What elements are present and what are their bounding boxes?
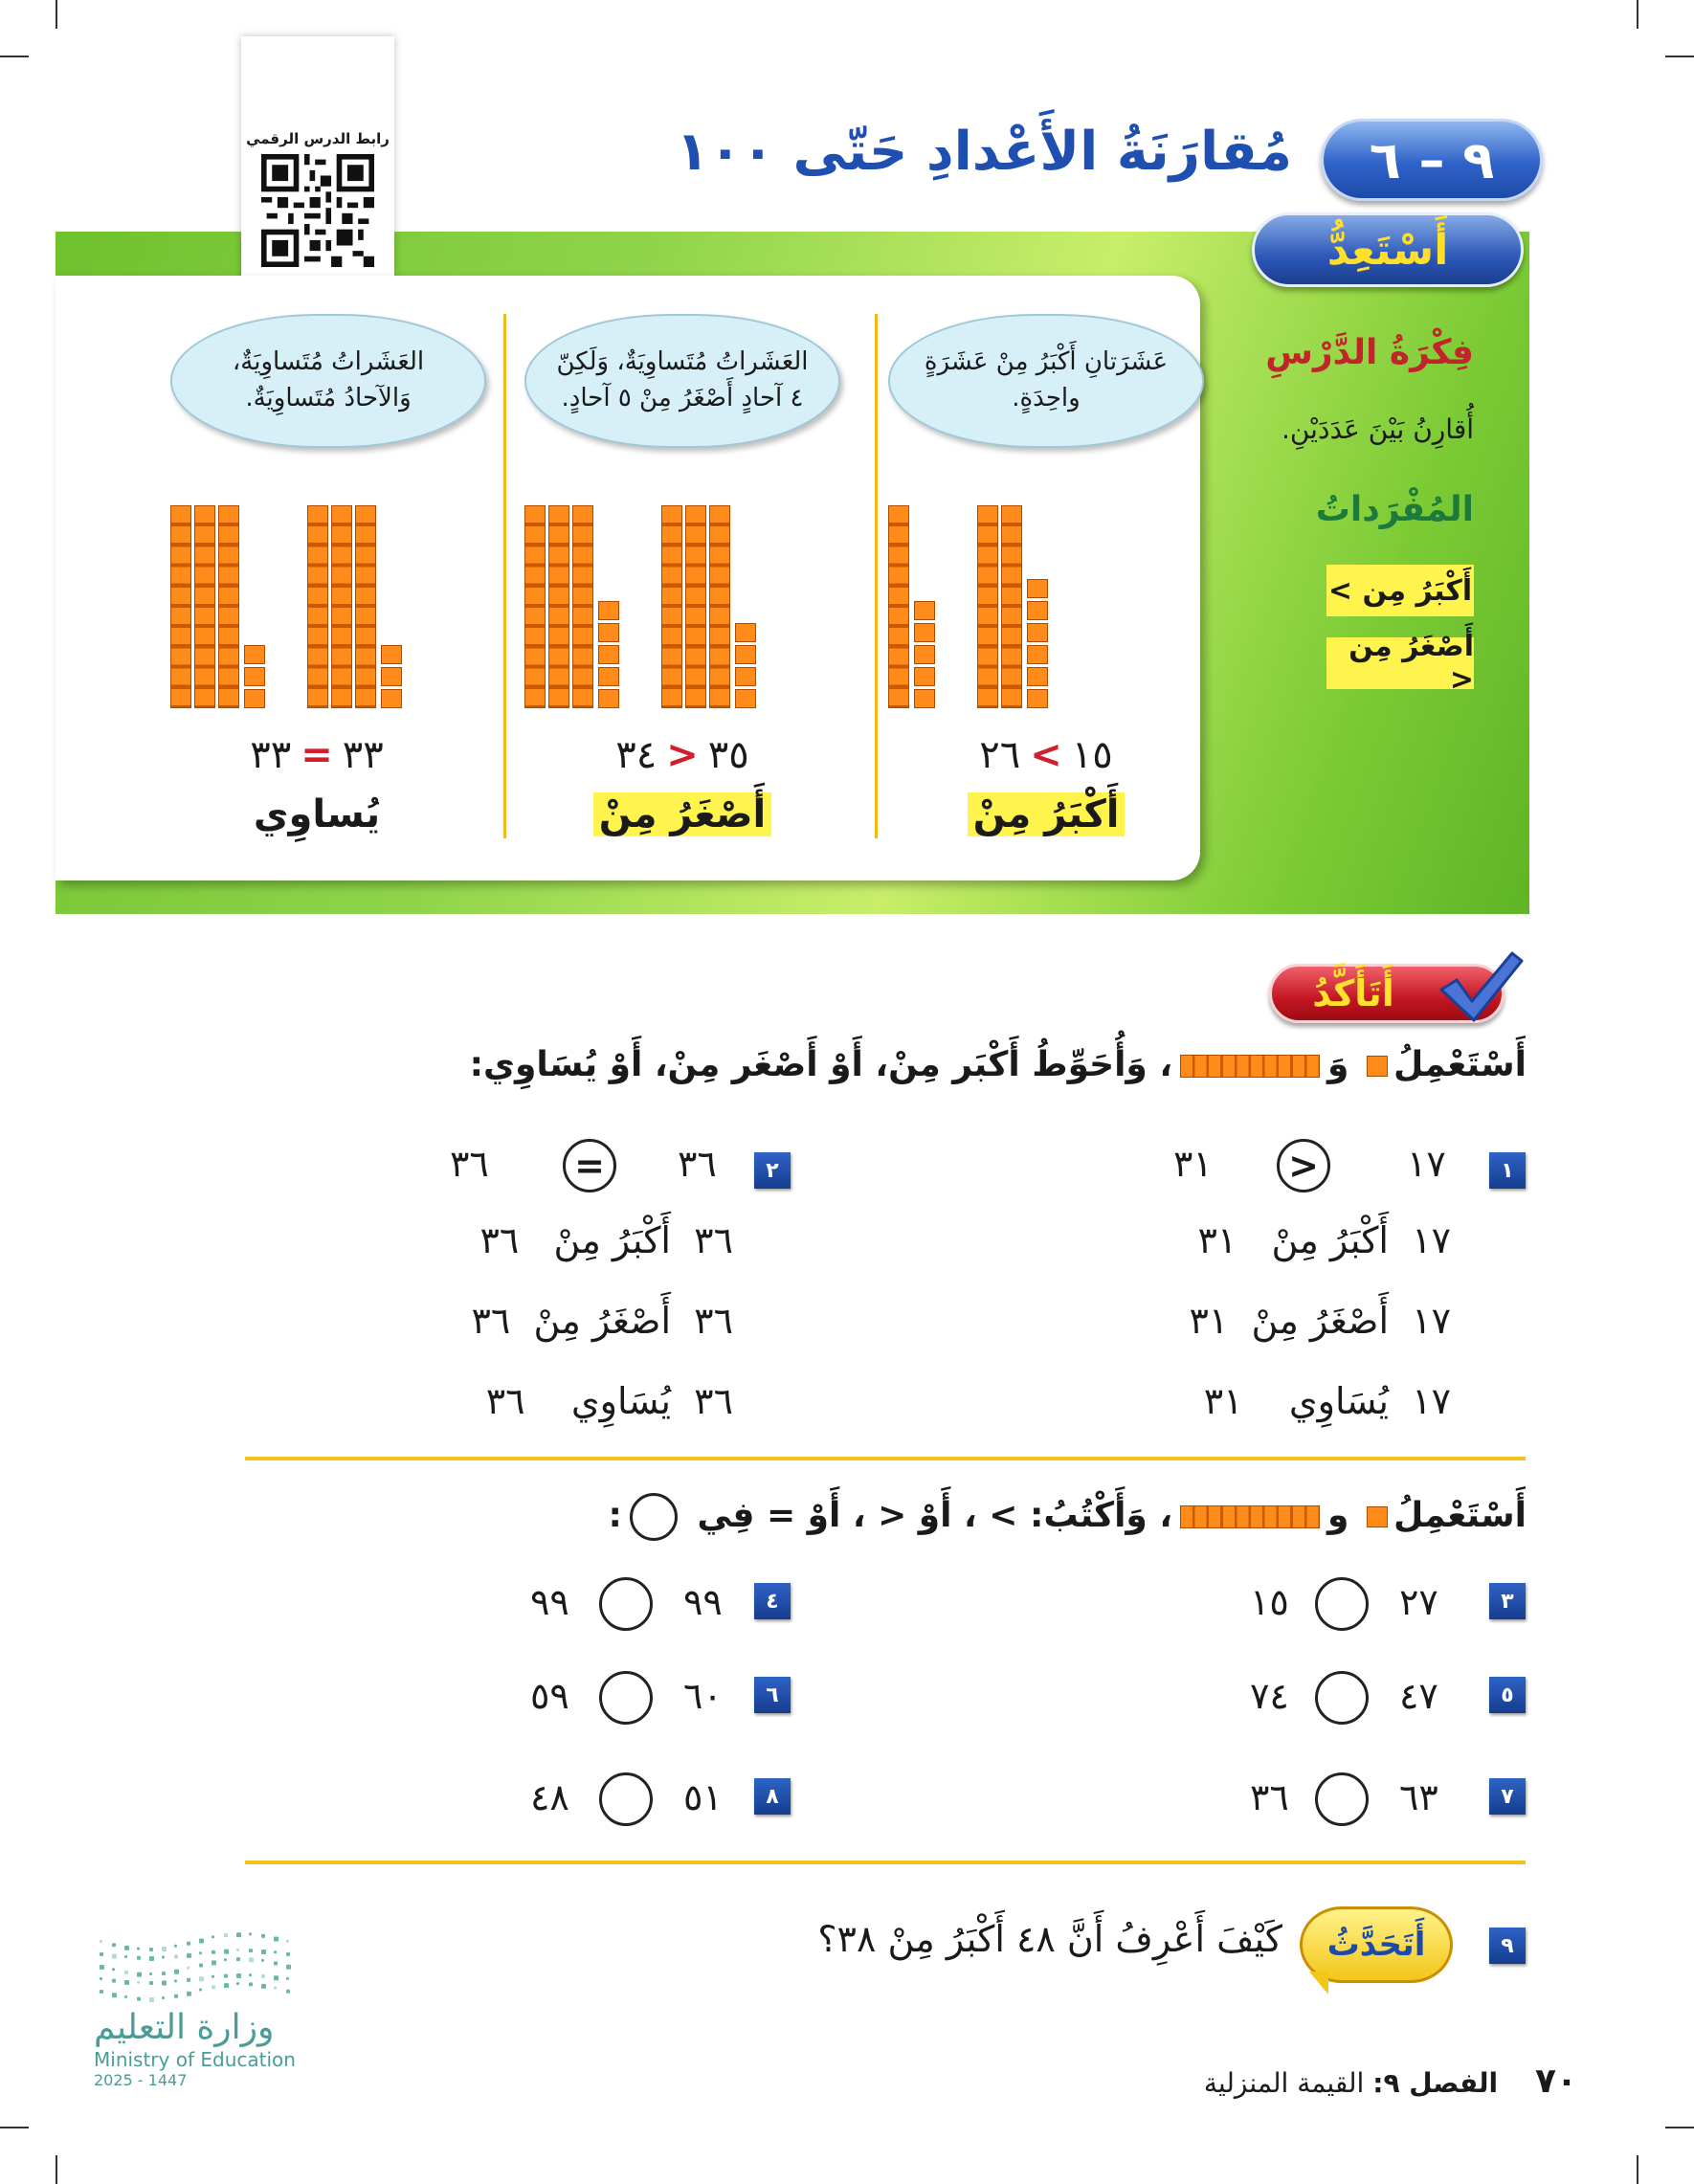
option-text: يُسَاوِي [570, 1380, 671, 1422]
section-badge-check: أَتَأَكَّدُ [1269, 964, 1505, 1023]
unit-cube [735, 623, 756, 642]
tens-rod [307, 505, 328, 708]
compare-right-number: ٣٣ [342, 733, 384, 777]
crop-mark [0, 56, 29, 57]
crop-mark [0, 2127, 29, 2128]
tens-rod [709, 505, 730, 708]
empty-circle-icon [630, 1493, 678, 1541]
crop-mark [1637, 2155, 1638, 2184]
pair-right-number: ٩٩ [530, 1581, 569, 1623]
comparison-word [888, 792, 1204, 836]
vocab-less-than: أَصْغَرُ مِن < [1326, 637, 1474, 689]
unit-cube [598, 667, 619, 686]
unit-cube [914, 645, 935, 664]
option-number: ٣٦ [479, 1219, 520, 1261]
question-number: ٩ [1489, 1928, 1526, 1964]
question-number: ٧ [1489, 1778, 1526, 1815]
unit-cube [1027, 645, 1048, 664]
answer-circle[interactable] [1315, 1671, 1369, 1725]
comparison-word [524, 792, 840, 836]
crop-mark [1637, 0, 1638, 29]
question-number: ٦ [754, 1677, 791, 1713]
answer-circle[interactable] [599, 1772, 653, 1826]
q1-option-equal[interactable] [1173, 1380, 1451, 1422]
column-divider [503, 314, 506, 838]
ministry-year: 2025 - 1447 [94, 2071, 188, 2089]
comparison-expression [888, 733, 1204, 777]
talk-question: كَيْفَ أَعْرِفُ أَنَّ ٤٨ أَكْبَرُ مِنْ ٣٨؟ [817, 1918, 1282, 1960]
question-number: ٤ [754, 1583, 791, 1619]
tens-rod [355, 505, 376, 708]
page-footer [1053, 2061, 1577, 2101]
lesson-idea-title: فِكْرَةُ الدَّرْسِ [1265, 333, 1474, 372]
pair-right-number: ٧٤ [1250, 1675, 1289, 1717]
ministry-name-english: Ministry of Education [94, 2048, 296, 2071]
q1-option-less[interactable] [1173, 1300, 1451, 1342]
instruction-and: و [1327, 1496, 1349, 1535]
instruction-rest: ، وَأَكْتُبُ: > ، أَوْ < ، أَوْ = فِي [697, 1496, 1173, 1535]
unit-cube [598, 689, 619, 708]
crop-mark [56, 0, 57, 29]
option-number: ٣٦ [694, 1219, 733, 1261]
tens-rod [977, 505, 998, 708]
unit-cube [244, 689, 265, 708]
crop-mark [1665, 56, 1694, 57]
option-text: أَصْغَرُ مِنْ [1251, 1300, 1389, 1342]
column-divider [875, 314, 878, 838]
lesson-number-badge: ٩ – ٦ [1321, 119, 1543, 201]
answer-circle[interactable] [1315, 1577, 1369, 1631]
option-number: ٣١ [1203, 1380, 1243, 1422]
q1-right-number: ٣١ [1173, 1143, 1213, 1185]
instruction-line-2 [608, 1493, 1527, 1541]
pair-left-number: ٥١ [683, 1776, 723, 1818]
vocab-greater-than: أَكْبَرُ مِن > [1326, 565, 1474, 616]
q1-left-number: ١٧ [1407, 1143, 1446, 1185]
checkmark-icon [1436, 947, 1524, 1026]
comparison-word [159, 792, 475, 836]
unit-cube [1027, 689, 1048, 708]
tens-rod [331, 505, 352, 708]
question-number: ٢ [754, 1152, 791, 1189]
unit-cube [244, 645, 265, 664]
unit-cube-icon [1367, 1506, 1388, 1527]
unit-cube [381, 645, 402, 664]
base-ten-blocks [170, 505, 486, 708]
section-badge-getting-ready: أَسْتَعِدُّ [1252, 212, 1524, 287]
vocabulary-title: المُفْرَداتُ [1315, 490, 1474, 529]
qr-label: رابط الدرس الرقمي [246, 130, 390, 147]
compare-operator: = [301, 733, 333, 777]
q2-option-less[interactable] [446, 1300, 733, 1342]
unit-cube [914, 623, 935, 642]
question-number: ٣ [1489, 1583, 1526, 1619]
qr-code-icon[interactable] [261, 154, 374, 267]
unit-cube [1027, 601, 1048, 620]
comparison-word-text: أَصْغَرُ مِنْ [593, 792, 772, 836]
lesson-title: مُقارَنَةُ الأَعْدادِ حَتّى ١٠٠ [676, 121, 1292, 183]
pair-left-number: ٦٣ [1399, 1776, 1438, 1818]
option-number: ٣٦ [471, 1300, 511, 1342]
q2-option-equal[interactable] [446, 1380, 733, 1422]
compare-left-number: ٣٤ [615, 733, 658, 777]
pair-right-number: ٤٨ [530, 1776, 569, 1818]
option-number: ٣١ [1189, 1300, 1229, 1342]
compare-right-number: ٣٥ [707, 733, 749, 777]
question-number: ٨ [754, 1778, 791, 1815]
thought-bubble: العَشَراتُ مُتَساوِيَةٌ، وَلَكِنّ ٤ آحادٍ أَصْغَرُ مِنْ ٥ آحادٍ. [524, 314, 840, 448]
thought-bubble: عَشَرَتانِ أَكْبَرُ مِنْ عَشَرَةٍ واحِدَةٍ. [888, 314, 1204, 448]
base-ten-blocks [888, 505, 1204, 708]
instruction-colon: : [608, 1496, 622, 1535]
answer-circle[interactable] [599, 1577, 653, 1631]
compare-left-number: ٣٣ [250, 733, 292, 777]
question-number: ١ [1489, 1152, 1526, 1189]
tens-rod [1001, 505, 1022, 708]
answer-circle[interactable] [1315, 1772, 1369, 1826]
unit-cube [914, 689, 935, 708]
pair-left-number: ٦٠ [683, 1675, 723, 1717]
unit-cube [735, 667, 756, 686]
q2-option-greater[interactable] [446, 1219, 733, 1261]
tens-rod [218, 505, 239, 708]
ministry-name-arabic: وزارة التعليم [94, 2008, 275, 2047]
unit-cube [914, 667, 935, 686]
option-text: أَصْغَرُ مِنْ [533, 1300, 671, 1342]
page-number: ٧٠ [1535, 2061, 1577, 2101]
tens-rod [194, 505, 215, 708]
q2-right-number: ٣٦ [450, 1143, 489, 1185]
compare-right-number: ١٥ [1071, 733, 1113, 777]
unit-cube [598, 645, 619, 664]
tens-rod-icon [1180, 1055, 1320, 1078]
tens-rod [572, 505, 593, 708]
unit-cube [1027, 667, 1048, 686]
instruction-verb: أَسْتَعْمِلُ [1393, 1496, 1527, 1535]
answer-circle[interactable] [599, 1671, 653, 1725]
option-text: أَكْبَرُ مِنْ [1271, 1219, 1389, 1261]
tens-rod [548, 505, 569, 708]
option-text: أَكْبَرُ مِنْ [553, 1219, 671, 1261]
option-text: يُسَاوِي [1288, 1380, 1389, 1422]
explore-panel [56, 276, 1200, 880]
instruction-line-1 [470, 1045, 1527, 1084]
pair-right-number: ٥٩ [530, 1675, 569, 1717]
talk-badge-tail [1309, 1972, 1328, 1995]
unit-cube [1027, 623, 1048, 642]
tens-rod [888, 505, 909, 708]
unit-cube [381, 667, 402, 686]
unit-cube [914, 601, 935, 620]
q2-left-number: ٣٦ [678, 1143, 717, 1185]
pair-left-number: ٩٩ [683, 1581, 723, 1623]
crop-mark [56, 2155, 57, 2184]
option-number: ١٧ [1412, 1300, 1451, 1342]
pair-right-number: ١٥ [1250, 1581, 1289, 1623]
unit-cube [381, 689, 402, 708]
unit-cube [735, 645, 756, 664]
option-number: ٣٦ [485, 1380, 525, 1422]
question-number: ٥ [1489, 1677, 1526, 1713]
pair-left-number: ٤٧ [1399, 1675, 1438, 1717]
thought-bubble: العَشَراتُ مُتَساوِيَةٌ، وَالآحادُ مُتَساوِيَةٌ. [170, 314, 486, 448]
unit-cube [244, 667, 265, 686]
pair-left-number: ٢٧ [1399, 1581, 1438, 1623]
tens-rod [170, 505, 191, 708]
comparison-expression [524, 733, 840, 777]
option-number: ٣٦ [694, 1300, 733, 1342]
instruction-and: وَ [1327, 1045, 1349, 1084]
chapter-title: القيمة المنزلية [1203, 2067, 1365, 2099]
tens-rod [661, 505, 682, 708]
option-number: ٣١ [1197, 1219, 1237, 1261]
tens-rod [524, 505, 546, 708]
compare-operator: < [666, 733, 699, 777]
tens-rod [685, 505, 706, 708]
section-divider [245, 1457, 1526, 1460]
comparison-word-text: أَكْبَرُ مِنْ [968, 792, 1126, 836]
option-number: ١٧ [1412, 1219, 1451, 1261]
comparison-word-text: يُساوِي [253, 792, 381, 836]
compare-left-number: ٢٦ [979, 733, 1021, 777]
unit-cube-icon [1367, 1056, 1388, 1077]
talk-badge: أَتَحَدَّثُ [1300, 1906, 1453, 1983]
qr-card[interactable] [241, 36, 394, 306]
unit-cube [735, 689, 756, 708]
pair-right-number: ٣٦ [1250, 1776, 1289, 1818]
instruction-rest: ، وَأُحَوِّطُ أَكْبَر مِنْ، أَوْ أَصْغَر مِنْ، أَوْ يُسَاوِي: [469, 1045, 1173, 1084]
unit-cube [598, 601, 619, 620]
chapter-label: الفصل ٩: [1372, 2067, 1499, 2099]
unit-cube [1027, 579, 1048, 598]
unit-cube [598, 623, 619, 642]
compare-operator: > [1030, 733, 1062, 777]
base-ten-blocks [524, 505, 840, 708]
lesson-idea-text: أُقارِنُ بَيْنَ عَدَدَيْنِ. [1281, 413, 1474, 445]
option-number: ١٧ [1412, 1380, 1451, 1422]
comparison-expression [159, 733, 475, 777]
q1-option-greater[interactable] [1173, 1219, 1451, 1261]
instruction-verb: أَسْتَعْمِلُ [1393, 1045, 1527, 1084]
q1-circled-answer[interactable]: > [1277, 1139, 1330, 1192]
tens-rod-icon [1180, 1505, 1320, 1528]
option-number: ٣٦ [694, 1380, 733, 1422]
section-divider [245, 1861, 1526, 1864]
crop-mark [1665, 2127, 1694, 2128]
q2-circled-answer[interactable]: = [563, 1139, 616, 1192]
